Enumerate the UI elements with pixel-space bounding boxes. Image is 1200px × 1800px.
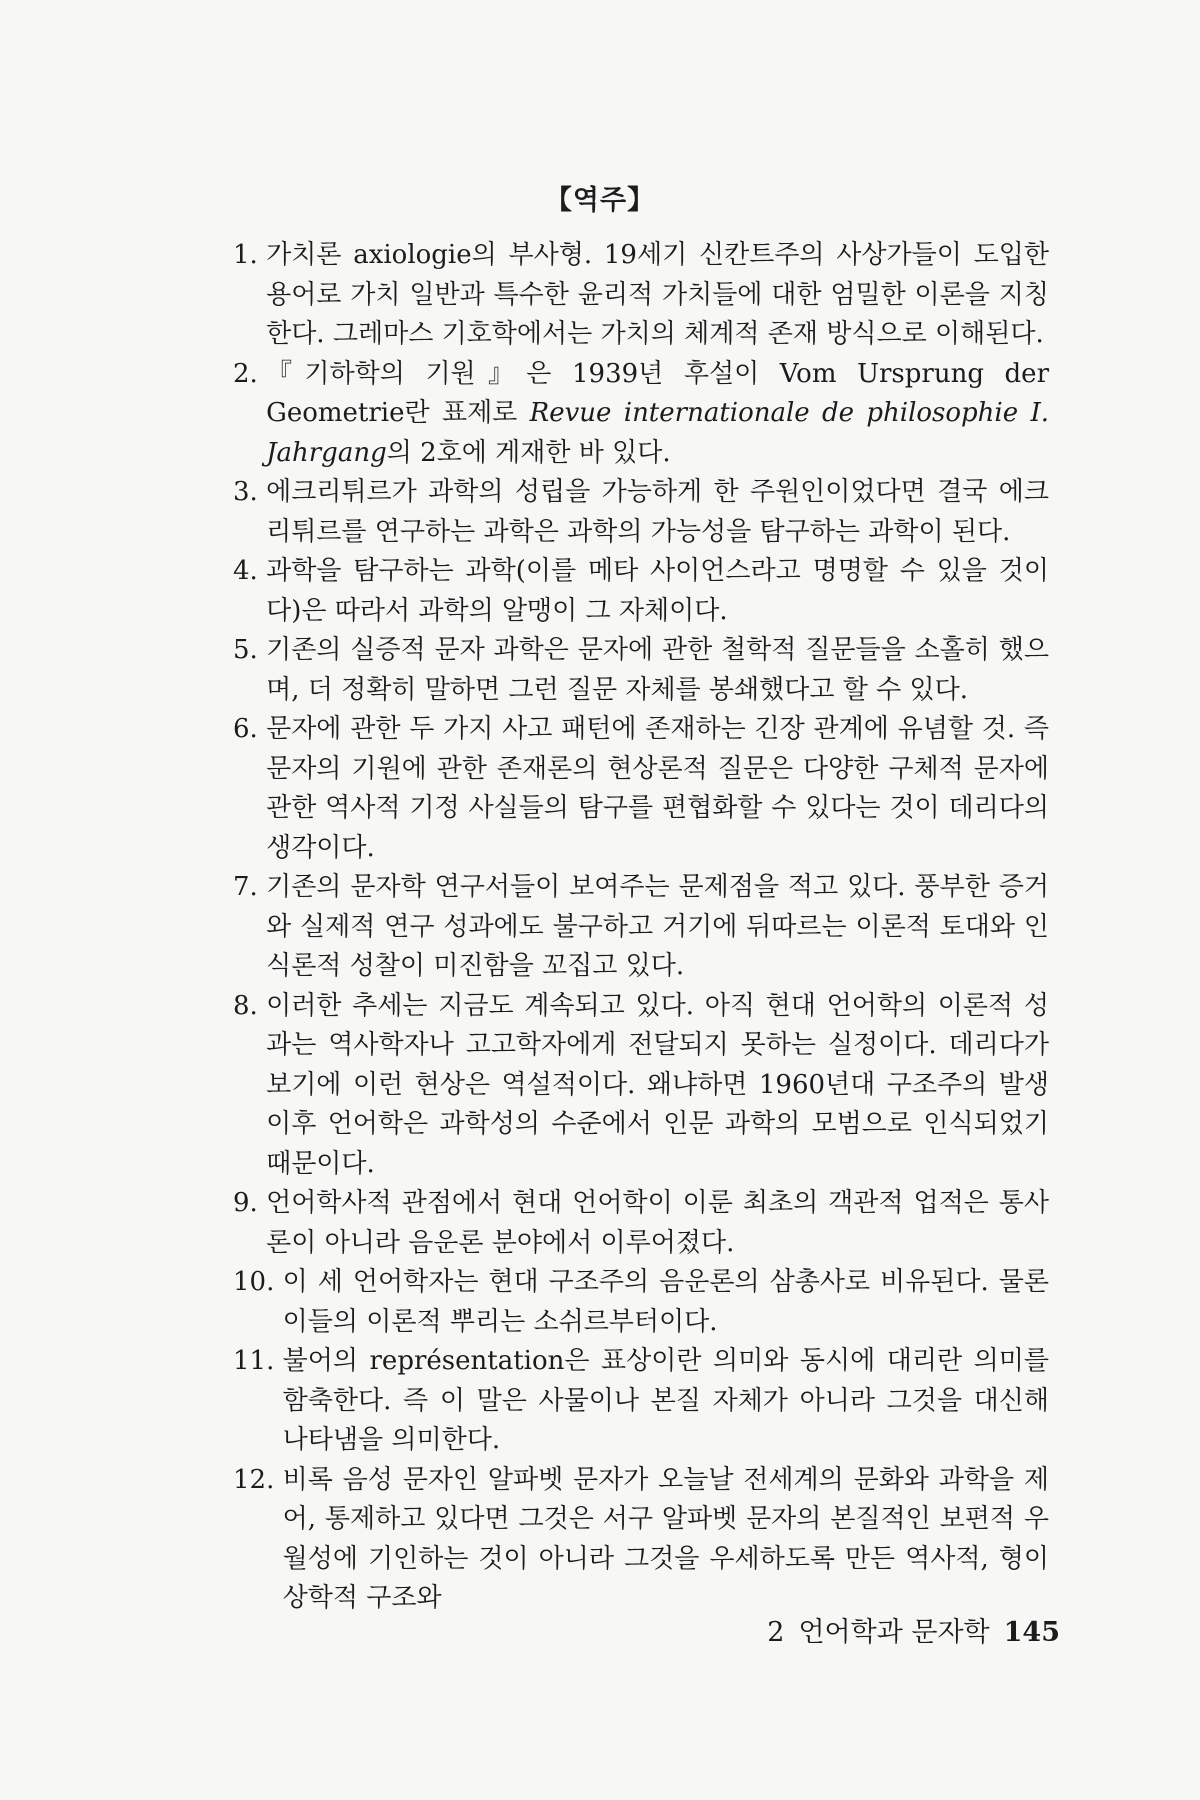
note-number: 2. [233, 358, 267, 389]
note-number: 12. [233, 1464, 283, 1495]
note-text: 에크리튀르가 과학의 성립을 가능하게 한 주원인이었다면 결국 에크리튀르를 연구하는 과학은 과학의 가능성을 탐구하는 과학이 된다. [266, 477, 1049, 547]
note-text-part: 의 2호에 게재한 바 있다. [386, 437, 671, 468]
note-number: 9. [233, 1188, 267, 1218]
note-text: 불어의 représentation은 표상이란 의미와 동시에 대리란 의미를 함축한다. 즉 이 말은 사물이나 본질 자체가 아니라 그것을 대신해 나타냄을 의미한다. [282, 1346, 1049, 1455]
note-text: 비록 음성 문자인 알파벳 문자가 오늘날 전세계의 문화와 과학을 제어, 통제하고 있다면 그것은 서구 알파벳 문자의 본질적인 보편적 우월성에 기인하는 것이 아니라 그것을 우세하도록 만든 역사적, 형이상학적 구조와 [282, 1464, 1049, 1613]
note-number: 8. [233, 990, 267, 1021]
note-item [233, 987, 1049, 1185]
note-item [233, 868, 1049, 987]
note-item [233, 1342, 1049, 1461]
note-item [233, 631, 1049, 710]
note-item [233, 473, 1049, 552]
note-text: 기존의 실증적 문자 과학은 문자에 관한 철학적 질문들을 소홀히 했으며, 더 정확히 말하면 그런 질문 자체를 봉쇄했다고 할 수 있다. [266, 635, 1049, 705]
note-text-part: 『기하학의 기원』은 1939년 후설이 Vom Ursprung der Geometrie란 표제로 [266, 358, 1050, 428]
note-text [266, 355, 1049, 474]
chapter-number: 2 [767, 1617, 785, 1648]
note-item [233, 355, 1049, 474]
section-heading: 【역주】 [544, 185, 656, 216]
note-item [233, 1263, 1049, 1342]
note-number: 3. [233, 477, 267, 507]
translator-notes-list [233, 236, 1049, 1619]
note-text: 문자에 관한 두 가지 사고 패턴에 존재하는 긴장 관계에 유념할 것. 즉 문자의 기원에 관한 존재론의 현상론적 질문은 다양한 구체적 문자에 관한 역사적 기정 사실들의 탐구를 편협화할 수 있다는 것이 데리다의 생각이다. [266, 714, 1049, 863]
note-text: 언어학사적 관점에서 현대 언어학이 이룬 최초의 객관적 업적은 통사론이 아니라 음운론 분야에서 이루어졌다. [266, 1188, 1049, 1258]
chapter-title: 언어학과 문자학 [798, 1617, 990, 1648]
note-number: 1. [233, 240, 267, 270]
note-number: 4. [233, 556, 267, 586]
note-text: 이러한 추세는 지금도 계속되고 있다. 아직 현대 언어학의 이론적 성과는 역사학자나 고고학자에게 전달되지 못하는 실정이다. 데리다가 보기에 이런 현상은 역설적이다. 왜냐하면 1960년대 구조주의 발생 이후 언어학은 과학성의 수준에서 인문 과학의 모범으로 인식되었기 때문이다. [266, 990, 1049, 1179]
note-number: 7. [233, 872, 267, 902]
note-text: 기존의 문자학 연구서들이 보여주는 문제점을 적고 있다. 풍부한 증거와 실제적 연구 성과에도 불구하고 거기에 뒤따르는 이론적 토대와 인식론적 성찰이 미진함을 꼬집고 있다. [266, 872, 1049, 981]
note-item [233, 710, 1049, 868]
note-number: 6. [233, 714, 267, 744]
note-number: 5. [233, 635, 267, 665]
note-item [233, 236, 1049, 355]
page-number: 145 [1003, 1617, 1060, 1648]
page-footer [767, 1610, 1060, 1649]
note-item [233, 1184, 1049, 1263]
note-number: 11. [233, 1346, 283, 1376]
note-text: 과학을 탐구하는 과학(이를 메타 사이언스라고 명명할 수 있을 것이다)은 따라서 과학의 알맹이 그 자체이다. [266, 556, 1049, 626]
note-item [233, 552, 1049, 631]
note-item [233, 1461, 1049, 1619]
note-text: 이 세 언어학자는 현대 구조주의 음운론의 삼총사로 비유된다. 물론 이들의 이론적 뿌리는 소쉬르부터이다. [282, 1267, 1049, 1337]
journal-title: Revue internationale de philosophie I. Jahrgang [266, 398, 1049, 468]
note-number: 10. [233, 1267, 283, 1297]
note-text: 가치론 axiologie의 부사형. 19세기 신칸트주의 사상가들이 도입한 용어로 가치 일반과 특수한 윤리적 가치들에 대한 엄밀한 이론을 지칭한다. 그레마스 기호학에서는 가치의 체계적 존재 방식으로 이해된다. [266, 240, 1049, 349]
